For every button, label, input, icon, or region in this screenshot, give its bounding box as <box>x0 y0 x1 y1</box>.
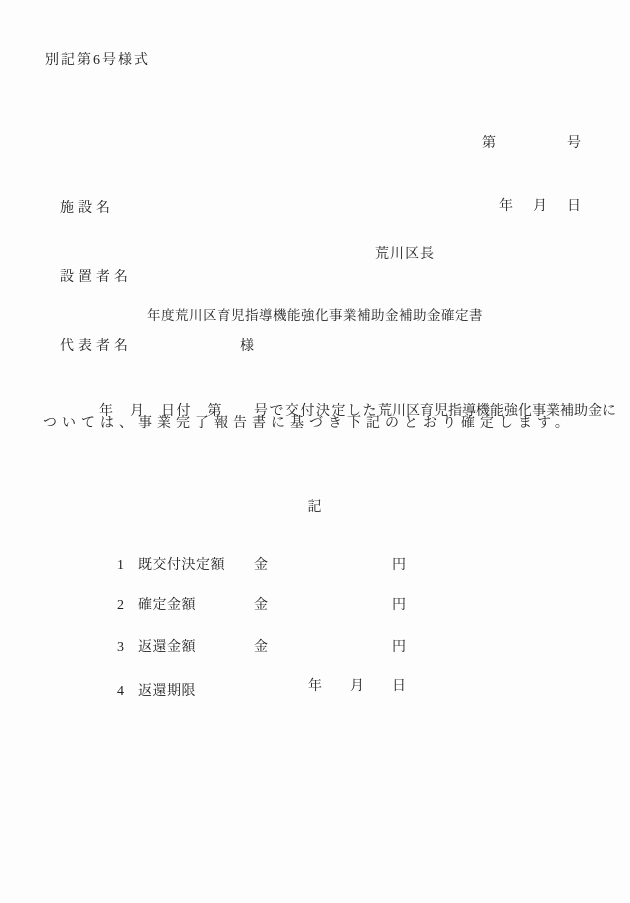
item-3-label: 返還金額 <box>138 640 196 655</box>
item-3-number: 3 <box>117 640 124 655</box>
item-row-3 <box>117 640 406 656</box>
item-1-number: 1 <box>117 558 124 573</box>
item-row-4 <box>117 679 406 700</box>
item-1-amount-suffix: 円 <box>392 558 406 573</box>
item-1-amount-prefix: 金 <box>254 558 268 573</box>
item-2-value <box>254 598 406 614</box>
item-4-value <box>254 679 406 695</box>
item-2-number: 2 <box>117 598 124 613</box>
item-4-number: 4 <box>117 684 124 699</box>
recipient-founder-line: 設置者名 <box>60 270 132 285</box>
form-code-label: 別記第6号様式 <box>45 53 150 68</box>
body-line1-date-part: 年 月 日付 第 号で交付決定した <box>99 404 378 419</box>
item-2-label: 確定金額 <box>138 598 196 613</box>
item-2-amount-prefix: 金 <box>254 598 268 613</box>
item-row-2 <box>117 598 406 614</box>
body-line1-subsidy-part: 荒川区育児指導機能強化事業補助金に <box>378 404 616 419</box>
body-paragraph-line2: ついては、事業完了報告書に基づき下記のとおり確定します。 <box>43 416 574 431</box>
sender-name: 荒川区長 <box>375 247 435 262</box>
item-2-amount-suffix: 円 <box>392 598 406 613</box>
recipient-facility-line: 施設名 <box>60 201 114 216</box>
ki-section-marker: 記 <box>307 500 323 515</box>
item-row-1 <box>117 558 406 574</box>
item-3-amount-prefix: 金 <box>254 640 268 655</box>
document-title: 年度荒川区育児指導機能強化事業補助金補助金確定書 <box>147 308 483 323</box>
doc-date-line: 年 月 日 <box>499 199 584 214</box>
item-4-label: 返還期限 <box>138 684 196 699</box>
item-4-date-suffix: 年 月 日 <box>308 679 406 694</box>
doc-number-line: 第 号 <box>482 136 584 151</box>
doc-number-block <box>482 91 584 259</box>
item-1-value <box>254 558 406 574</box>
item-1-label: 既交付決定額 <box>138 558 225 573</box>
recipient-block <box>60 151 258 404</box>
recipient-representative-line: 代表者名 様 <box>60 339 258 354</box>
item-3-value <box>254 640 406 656</box>
item-3-amount-suffix: 円 <box>392 640 406 655</box>
